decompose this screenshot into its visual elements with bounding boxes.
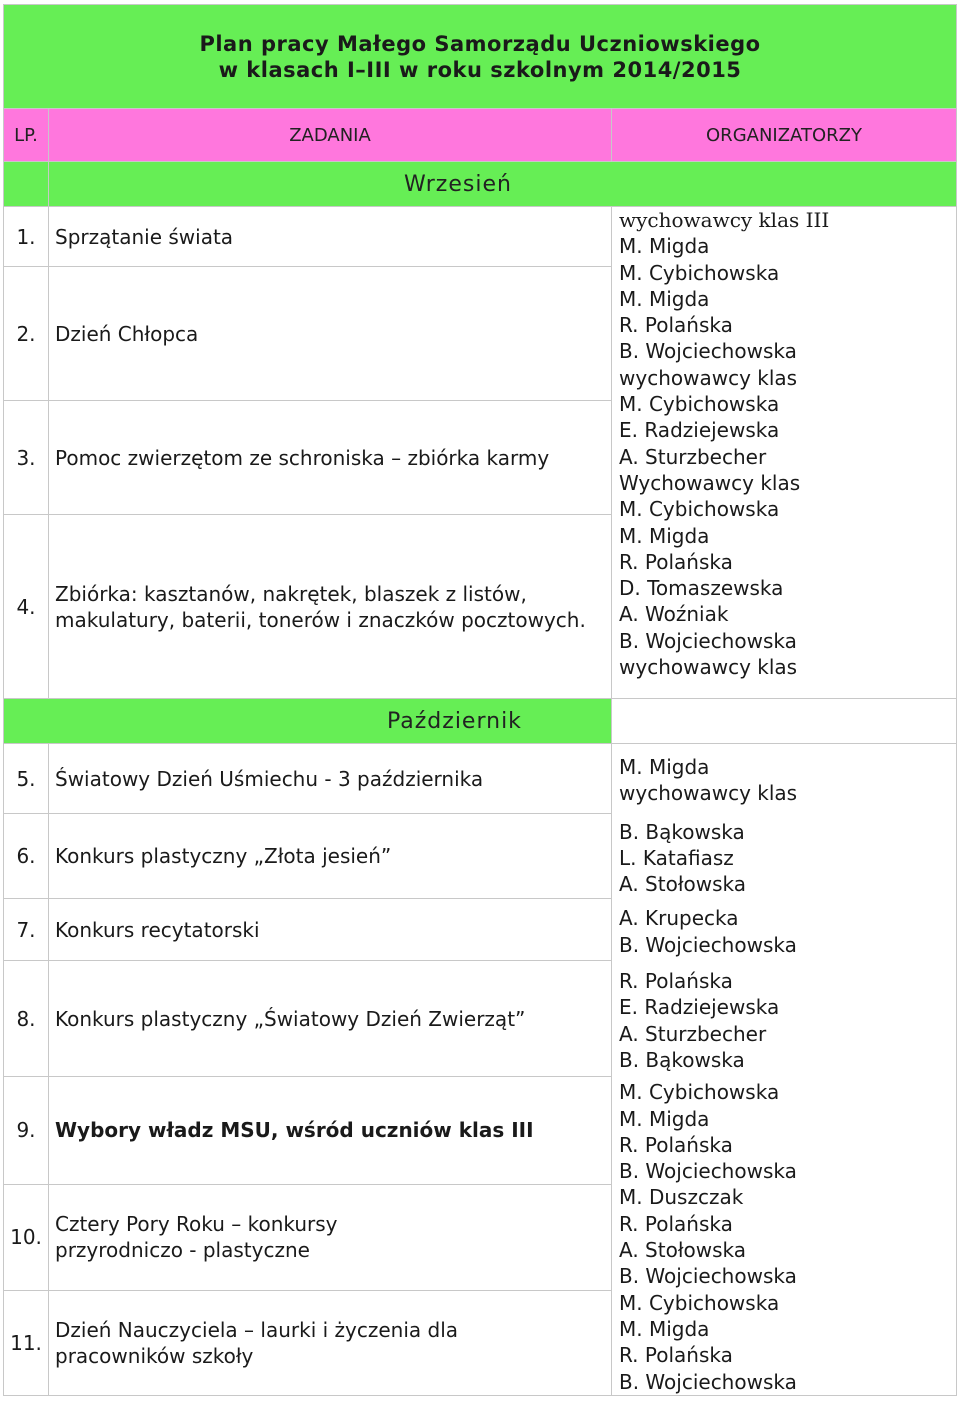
task-text [49,1291,612,1396]
organizer: A. Stołowska [619,1238,747,1263]
task-text: Pomoc zwierzętom ze schroniska – zbiórka karmy [49,401,612,515]
month-spacer [612,699,957,744]
organizer: A. Woźniak [619,602,729,627]
organizer: E. Radziejewska [619,418,780,443]
month-spacer [4,162,49,207]
plan-table [3,4,957,1396]
organizer: wychowawcy klas [619,781,798,806]
task-text-line: Dzień Nauczyciela – laurki i życzenia dla pracowników szkoły [55,1318,459,1368]
organizer: M. Migda [619,234,710,259]
task-text [49,1184,612,1291]
organizer: B. Wojciechowska [619,1369,797,1394]
organizer: M. Migda [619,523,710,548]
organizer: M. Cybichowska [619,392,780,417]
organizer: A. Stołowska [619,872,747,897]
organizer: R. Polańska [619,549,733,574]
organizer: M. Migda [619,755,710,779]
task-text: Dzień Chłopca [49,267,612,401]
header-zadania: ZADANIA [49,109,612,162]
organizer: M. Cybichowska [619,1290,780,1315]
task-text: Sprzątanie świata [49,207,612,267]
task-text: Światowy Dzień Uśmiechu - 3 października [49,744,612,814]
organizer: M. Cybichowska [619,497,780,522]
organizer: wychowawcy klas [619,655,798,680]
title-line-1: Plan pracy Małego Samorządu Uczniowskiego [199,31,761,56]
organizers-september [612,207,957,699]
organizer: D. Tomaszewska [619,576,784,601]
organizer: M. Migda [619,1316,710,1341]
task-number: 8. [4,961,49,1077]
organizer: M. Migda [619,1106,710,1131]
document-title [4,5,957,109]
task-number: 2. [4,267,49,401]
organizers-october [612,744,957,1396]
task-text: Konkurs plastyczny „Światowy Dzień Zwierząt” [49,961,612,1077]
title-line-2: w klasach I–III w roku szkolnym 2014/2015 [218,57,742,82]
organizer: R. Polańska [619,1343,733,1368]
task-text: Konkurs recytatorski [49,898,612,960]
organizer: B. Bąkowska [619,819,745,844]
organizer: B. Bąkowska [619,1047,745,1072]
task-text-line: Cztery Pory Roku – konkursy przyrodniczo - plastyczne [55,1212,338,1263]
task-number: 7. [4,898,49,960]
organizer: wychowawcy klas III [619,208,830,232]
organizer: B. Wojciechowska [619,1264,797,1289]
task-number: 10. [4,1184,49,1291]
organizer: B. Wojciechowska [619,932,797,957]
task-text: Zbiórka: kasztanów, nakrętek, blaszek z listów, makulatury, baterii, tonerów i znaczków pocztowych. [49,515,612,699]
organizer: wychowawcy klas [619,365,798,390]
organizer: M. Duszczak [619,1185,744,1210]
organizer: L. Katafiasz [619,845,734,870]
task-number: 1. [4,207,49,267]
month-september: Wrzesień [49,162,957,207]
organizer: Wychowawcy klas [619,470,801,495]
task-number: 6. [4,814,49,898]
organizer: B. Wojciechowska [619,1159,797,1184]
task-number: 4. [4,515,49,699]
month-october: Październik [4,699,612,744]
organizer: M. Migda [619,286,710,311]
task-text: Konkurs plastyczny „Złota jesień” [49,814,612,898]
header-organizatorzy: ORGANIZATORZY [612,109,957,162]
task-number: 11. [4,1291,49,1396]
organizer: R. Polańska [619,1211,733,1236]
organizer: B. Wojciechowska [619,339,797,364]
organizer: A. Sturzbecher [619,444,767,469]
task-number: 3. [4,401,49,515]
task-number: 5. [4,744,49,814]
task-number: 9. [4,1076,49,1184]
organizer: R. Polańska [619,969,733,994]
organizer: B. Wojciechowska [619,628,797,653]
organizer: A. Krupecka [619,906,739,931]
header-lp: LP. [4,109,49,162]
organizer: R. Polańska [619,1132,733,1157]
organizer: M. Cybichowska [619,1080,780,1105]
organizer: M. Cybichowska [619,260,780,285]
organizer: R. Polańska [619,313,733,338]
task-text: Wybory władz MSU, wśród uczniów klas III [49,1076,612,1184]
organizer: E. Radziejewska [619,995,780,1020]
organizer: A. Sturzbecher [619,1021,767,1046]
